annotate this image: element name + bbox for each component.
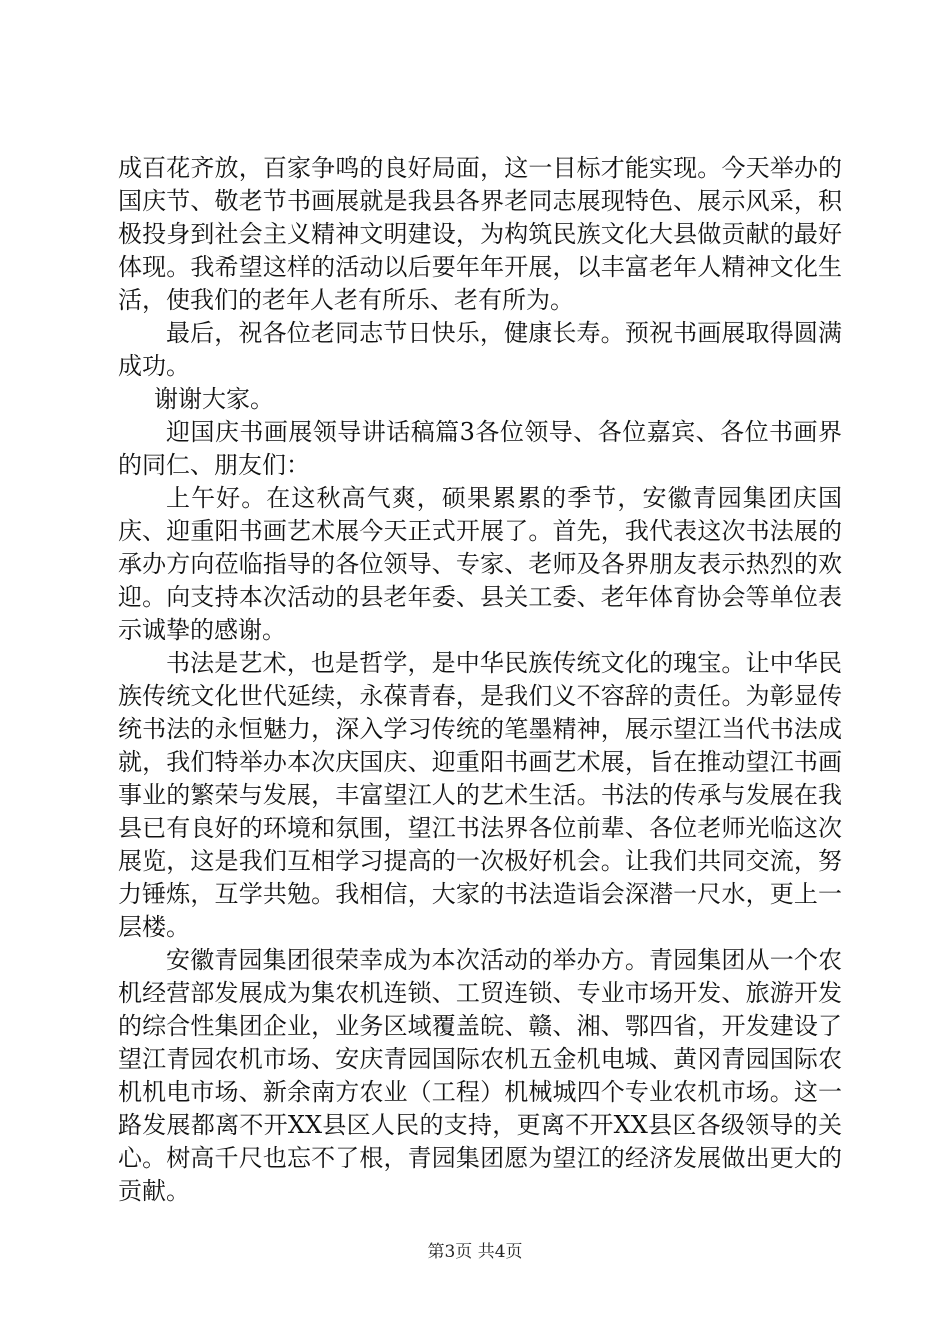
paragraph-6: 书法是艺术，也是哲学，是中华民族传统文化的瑰宝。让中华民族传统文化世代延续，永葆青春，是我们义不容辞的责任。为彰显传统书法的永恒魅力，深入学习传统的笔墨精神，展示望江当代书法成就，我们特举办本次庆国庆、迎重阳书画艺术展，旨在推动望江书画事业的繁荣与发展，丰富望江人的艺术生活。书法的传承与发展在我县已有良好的环境和氛围，望江书法界各位前辈、各位老师光临这次展览，这是我们互相学习提高的一次极好机会。让我们共同交流，努力锤炼，互学共勉。我相信，大家的书法造诣会深潜一尺水，更上一层楼。 xyxy=(118,649,842,941)
paragraph-7: 安徽青园集团很荣幸成为本次活动的举办方。青园集团从一个农机经营部发展成为集农机连锁、工贸连锁、专业市场开发、旅游开发的综合性集团企业，业务区域覆盖皖、赣、湘、鄂四省，开发建设了望江青园农机市场、安庆青园国际农机五金机电城、黄冈青园国际农机机电市场、新余南方农业（工程）机械城四个专业农机市场。这一路发展都离不开XX县区人民的支持，更离不开XX县区各级领导的关心。树高千尺也忘不了根，青园集团愿为望江的经济发展做出更大的贡献。 xyxy=(118,946,842,1205)
paragraph-3: 谢谢大家。 xyxy=(154,385,274,413)
document-body xyxy=(118,152,842,1208)
page-footer: 第3页 共4页 xyxy=(427,1242,523,1262)
paragraph-2: 最后，祝各位老同志节日快乐，健康长寿。预祝书画展取得圆满成功。 xyxy=(118,319,842,380)
paragraph-1: 成百花齐放，百家争鸣的良好局面，这一目标才能实现。今天举办的国庆节、敬老节书画展就是我县各界老同志展现特色、展示风采，积极投身到社会主义精神文明建设，为构筑民族文化大县做贡献的最好体现。我希望这样的活动以后要年年开展，以丰富老年人精神文化生活，使我们的老年人老有所乐、老有所为。 xyxy=(118,154,842,314)
paragraph-5: 上午好。在这秋高气爽，硕果累累的季节，安徽青园集团庆国庆、迎重阳书画艺术展今天正式开展了。首先，我代表这次书法展的承办方向莅临指导的各位领导、专家、老师及各界朋友表示热烈的欢迎。向支持本次活动的县老年委、县关工委、老年体育协会等单位表示诚挚的感谢。 xyxy=(118,484,842,644)
paragraph-4: 迎国庆书画展领导讲话稿篇3各位领导、各位嘉宾、各位书画界的同仁、朋友们： xyxy=(118,418,842,479)
